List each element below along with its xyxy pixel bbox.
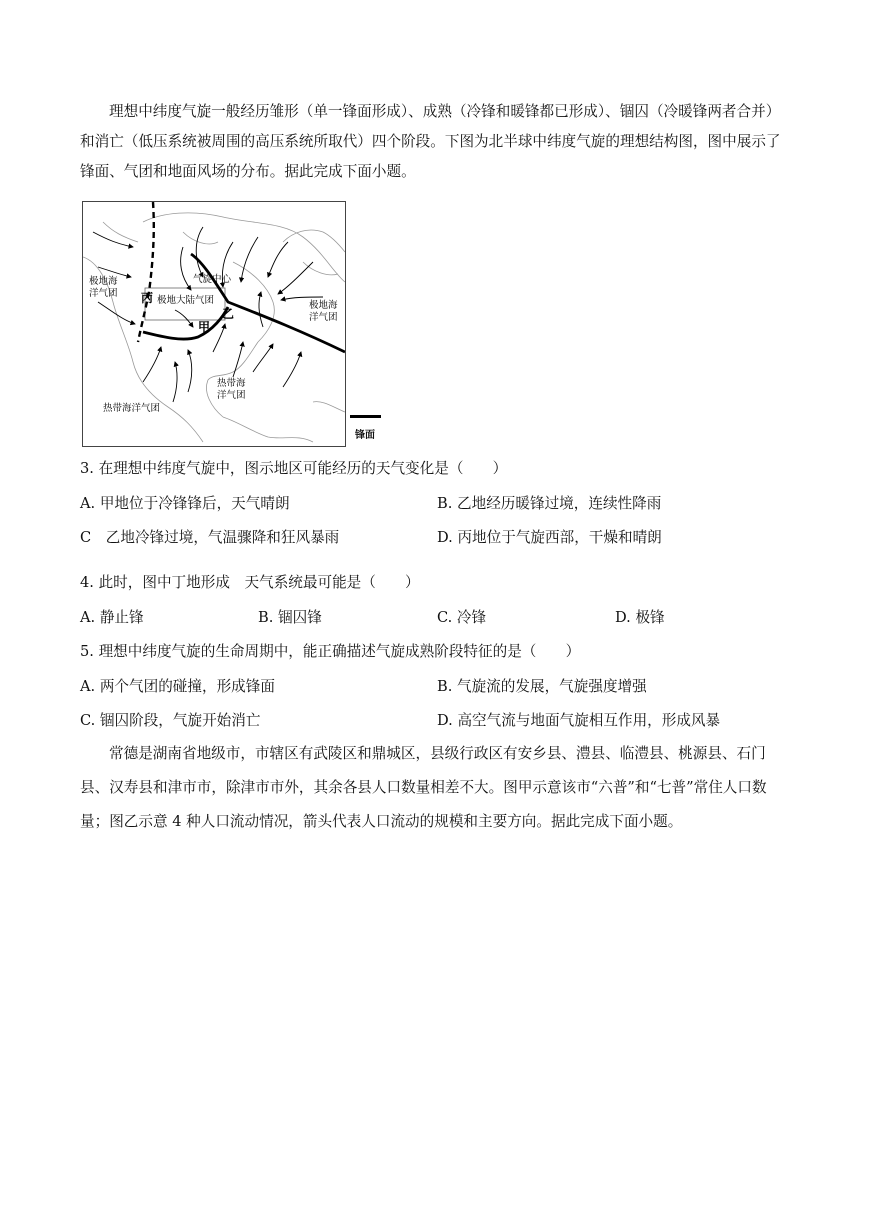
- legend-front-symbol: [350, 415, 381, 418]
- wind-arrows: [93, 227, 323, 402]
- label-tropical-maritime-pacific: 热带海洋气团: [103, 403, 161, 414]
- q5-option-b: B. 气旋流的发展，气旋强度增强: [437, 678, 647, 695]
- label-cyclone-center: 气旋中心: [193, 274, 232, 285]
- cyclone-structure-map: [82, 201, 346, 447]
- label-tropical-maritime-gulf: 热带海 洋气团: [217, 378, 246, 401]
- q3-option-d: D. 丙地位于气旋西部，干燥和晴朗: [437, 529, 662, 546]
- q4-stem: 4. 此时，图中丁地形成 天气系统最可能是（ ）: [80, 574, 420, 591]
- intro-paragraph-changde: 常德是湖南省地级市，市辖区有武陵区和鼎城区，县级行政区有安乡县、澧县、临澧县、桃源县、石门县、汉寿县和津市市，除津市市外，其余各县人口数量相差不大。图甲示意该市“六普”和“七普”常住人口数量；图乙示意 4 种人口流动情况，箭头代表人口流动的规模和主要方向。据此完成下面小题。: [80, 745, 767, 830]
- q3-option-b: B. 乙地经历暖锋过境，连续性降雨: [437, 495, 662, 512]
- q5-stem: 5. 理想中纬度气旋的生命周期中，能正确描述气旋成熟阶段特征的是（ ）: [80, 643, 581, 660]
- label-bing: 丙: [141, 291, 154, 305]
- q4-option-d: D. 极锋: [615, 609, 665, 626]
- dashed-front-line: [138, 202, 154, 342]
- q3-option-c: C 乙地冷锋过境，气温骤降和狂风暴雨: [80, 529, 340, 546]
- q4-option-c: C. 冷锋: [437, 609, 487, 626]
- label-polar-continental: 极地大陆气团: [157, 295, 215, 306]
- q5-option-a: A. 两个气团的碰撞，形成锋面: [80, 678, 275, 695]
- label-yi: 乙: [222, 307, 235, 321]
- q3-stem: 3. 在理想中纬度气旋中，图示地区可能经历的天气变化是（ ）: [80, 460, 508, 477]
- q3-option-a: A. 甲地位于冷锋锋后，天气晴朗: [80, 495, 290, 512]
- label-polar-maritime-west: 极地海 洋气团: [89, 276, 118, 299]
- legend-front-label: 锋面: [355, 430, 375, 441]
- q4-option-a: A. 静止锋: [80, 609, 144, 626]
- intro-paragraph-cyclone: 理想中纬度气旋一般经历雏形（单一锋面形成）、成熟（冷锋和暖锋都已形成）、锢囚（冷暖锋两者合并）和消亡（低压系统被周围的高压系统所取代）四个阶段。下图为北半球中纬度气旋的理想结构图，图中展示了锋面、气团和地面风场的分布。据此完成下面小题。: [80, 103, 781, 180]
- q5-option-d: D. 高空气流与地面气旋相互作用，形成风暴: [437, 712, 721, 729]
- q5-option-c: C. 锢囚阶段，气旋开始消亡: [80, 712, 261, 729]
- label-polar-maritime-east: 极地海 洋气团: [309, 300, 338, 323]
- q4-option-b: B. 锢囚锋: [258, 609, 322, 626]
- front-line-west: [143, 307, 228, 339]
- label-jia: 甲: [198, 320, 211, 334]
